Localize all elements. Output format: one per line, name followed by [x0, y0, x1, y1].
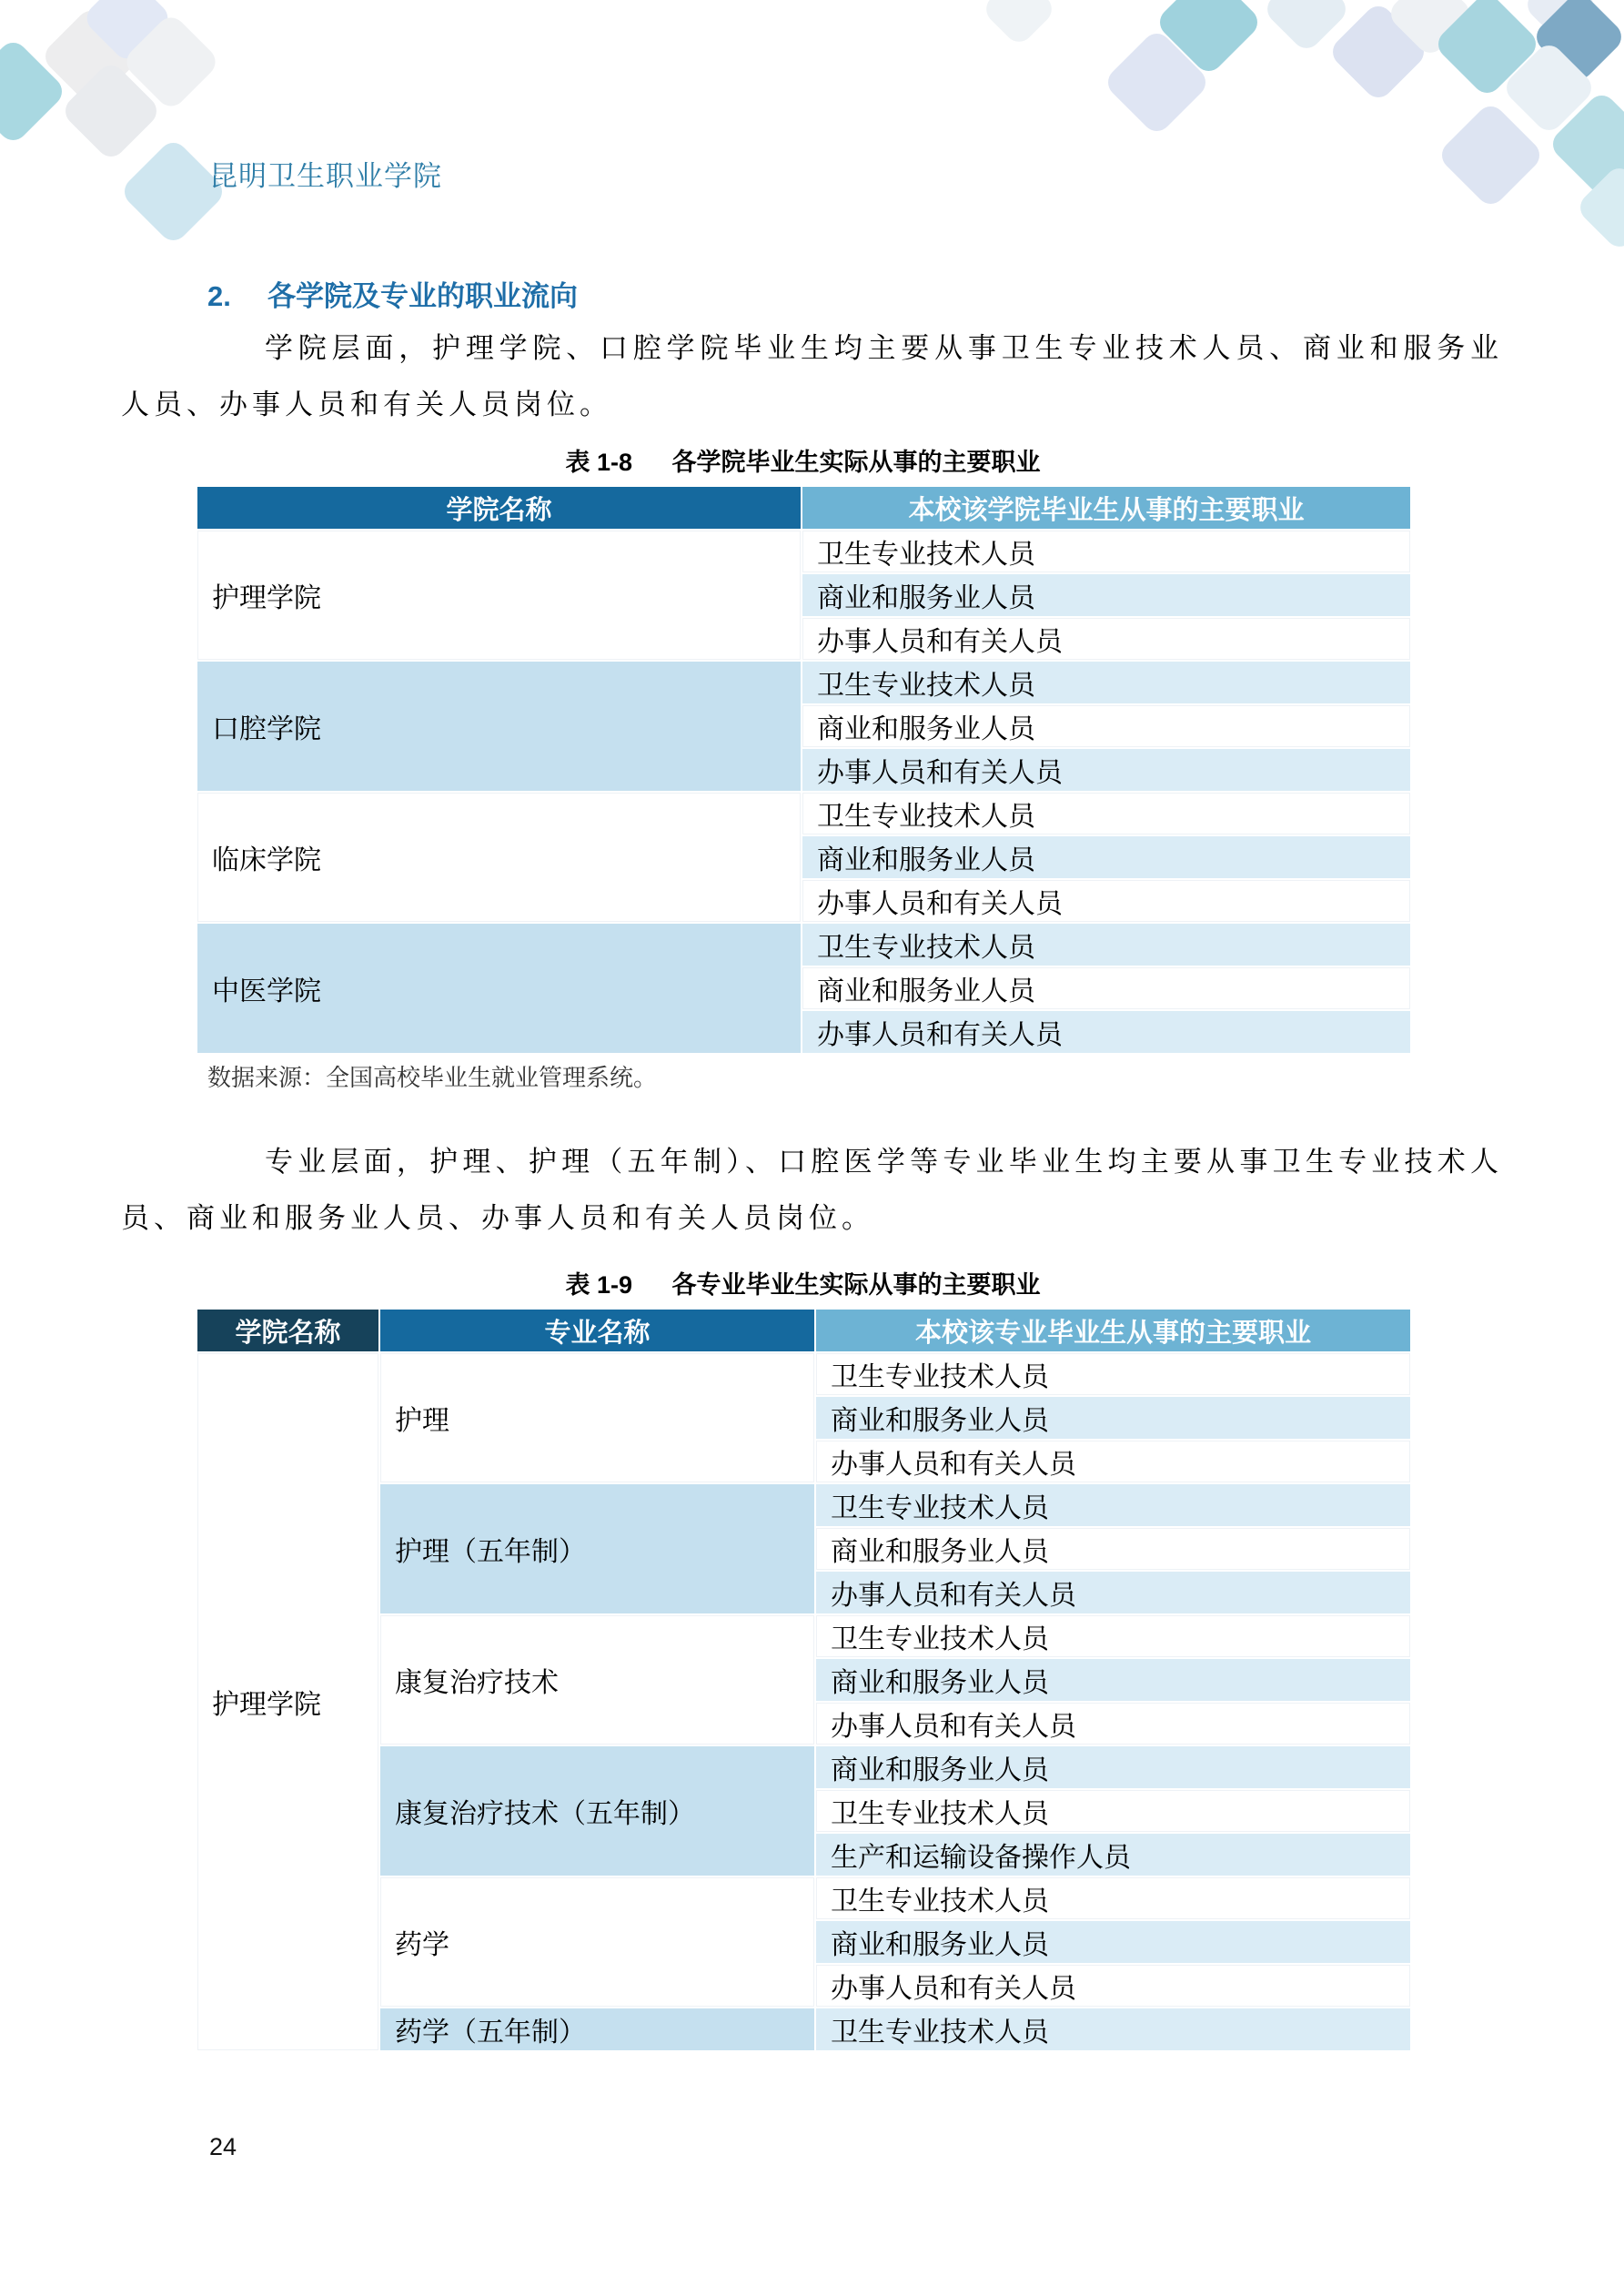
job-cell: 办事人员和有关人员 — [815, 1964, 1411, 2008]
table-majors-occupations — [196, 1308, 1412, 2052]
page-number: 24 — [209, 2133, 237, 2160]
job-cell: 商业和服务业人员 — [802, 835, 1411, 879]
job-cell: 卫生专业技术人员 — [802, 530, 1411, 573]
job-cell: 卫生专业技术人员 — [815, 1876, 1411, 1920]
job-cell: 办事人员和有关人员 — [802, 617, 1411, 661]
job-cell: 商业和服务业人员 — [815, 1920, 1411, 1964]
table-row — [197, 1876, 1411, 1920]
column-header-college: 学院名称 — [197, 1309, 379, 1352]
table-colleges-occupations — [196, 485, 1412, 1055]
table-1-8-caption — [196, 442, 1410, 478]
job-cell: 卫生专业技术人员 — [815, 1483, 1411, 1527]
table-1-9-caption-label: 表 1-9 — [565, 1271, 632, 1299]
table-1-8-caption-label: 表 1-8 — [565, 449, 632, 476]
table-header-row — [197, 486, 1411, 530]
college-cell: 护理学院 — [197, 530, 802, 661]
major-cell: 护理（五年制） — [379, 1483, 815, 1614]
college-cell: 中医学院 — [197, 923, 802, 1054]
job-cell: 商业和服务业人员 — [802, 704, 1411, 748]
college-cell: 口腔学院 — [197, 661, 802, 792]
table-row — [197, 923, 1411, 966]
job-cell: 办事人员和有关人员 — [802, 748, 1411, 792]
table-row — [197, 661, 1411, 704]
table-header-row — [197, 1309, 1411, 1352]
job-cell: 生产和运输设备操作人员 — [815, 1833, 1411, 1876]
job-cell: 办事人员和有关人员 — [815, 1571, 1411, 1614]
table-1-8-caption-title: 各学院毕业生实际从事的主要职业 — [671, 449, 1041, 476]
section-title: 各学院及专业的职业流向 — [267, 280, 578, 312]
job-cell: 商业和服务业人员 — [815, 1658, 1411, 1702]
job-cell: 商业和服务业人员 — [802, 966, 1411, 1010]
data-source-note: 数据来源：全国高校毕业生就业管理系统。 — [207, 1065, 658, 1091]
job-cell: 卫生专业技术人员 — [815, 1614, 1411, 1658]
job-cell: 办事人员和有关人员 — [815, 1702, 1411, 1745]
college-cell: 护理学院 — [197, 1352, 379, 2051]
column-header-major: 专业名称 — [379, 1309, 815, 1352]
major-cell: 护理 — [379, 1352, 815, 1483]
column-header-occupations: 本校该学院毕业生从事的主要职业 — [802, 486, 1411, 530]
paragraph-college-level: 学院层面，护理学院、口腔学院毕业生均主要从事卫生专业技术人员、商业和服务业人员、办事人员和有关人员岗位。 — [121, 332, 1503, 420]
table-row — [197, 2008, 1411, 2051]
job-cell: 卫生专业技术人员 — [802, 792, 1411, 835]
job-cell: 办事人员和有关人员 — [802, 1010, 1411, 1054]
job-cell: 办事人员和有关人员 — [815, 1440, 1411, 1483]
section-number: 2. — [207, 280, 231, 312]
table-row — [197, 1745, 1411, 1789]
college-cell: 临床学院 — [197, 792, 802, 923]
major-cell: 康复治疗技术（五年制） — [379, 1745, 815, 1876]
job-cell: 卫生专业技术人员 — [802, 923, 1411, 966]
column-header-college: 学院名称 — [197, 486, 802, 530]
table-row — [197, 530, 1411, 573]
job-cell: 商业和服务业人员 — [802, 573, 1411, 617]
job-cell: 办事人员和有关人员 — [802, 879, 1411, 923]
table-row — [197, 792, 1411, 835]
job-cell: 商业和服务业人员 — [815, 1527, 1411, 1571]
major-cell: 药学 — [379, 1876, 815, 2008]
job-cell: 卫生专业技术人员 — [815, 2008, 1411, 2051]
job-cell: 商业和服务业人员 — [815, 1396, 1411, 1440]
page-header-title: 昆明卫生职业学院 — [209, 160, 442, 192]
deco-tile — [981, 0, 1058, 47]
column-header-occupations: 本校该专业毕业生从事的主要职业 — [815, 1309, 1411, 1352]
section-heading — [207, 273, 578, 314]
paragraph-major-level: 专业层面，护理、护理（五年制）、口腔医学等专业毕业生均主要从事卫生专业技术人员、商业和服务业人员、办事人员和有关人员岗位。 — [121, 1146, 1503, 1234]
job-cell: 卫生专业技术人员 — [815, 1352, 1411, 1396]
major-cell: 康复治疗技术 — [379, 1614, 815, 1745]
job-cell: 商业和服务业人员 — [815, 1745, 1411, 1789]
table-1-9-caption-title: 各专业毕业生实际从事的主要职业 — [671, 1271, 1041, 1299]
table-row — [197, 1352, 1411, 1396]
table-row — [197, 1483, 1411, 1527]
job-cell: 卫生专业技术人员 — [802, 661, 1411, 704]
table-row — [197, 1614, 1411, 1658]
major-cell: 药学（五年制） — [379, 2008, 815, 2051]
table-1-9-caption — [196, 1265, 1410, 1300]
job-cell: 卫生专业技术人员 — [815, 1789, 1411, 1833]
